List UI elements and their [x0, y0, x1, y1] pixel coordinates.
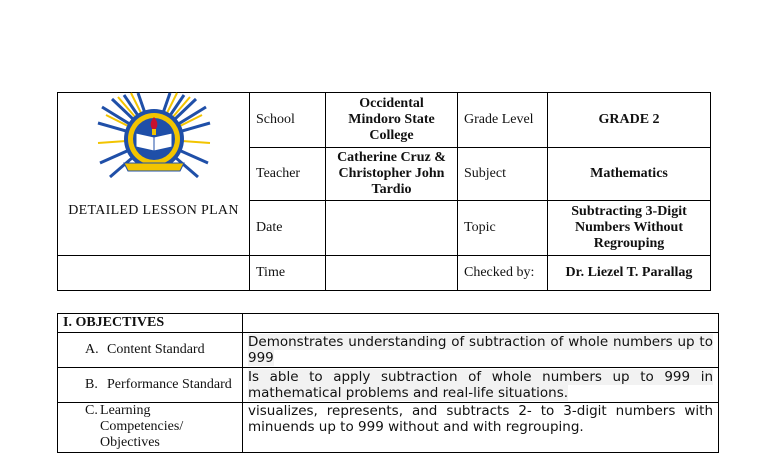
school-label: School: [250, 93, 326, 148]
date-value: [326, 201, 458, 256]
content-standard-text-cell: [243, 333, 719, 368]
content-standard-label-cell: [58, 333, 243, 368]
learning-competencies-letter: C.: [85, 403, 98, 418]
logo-cell: [58, 93, 250, 256]
date-label: Date: [250, 201, 326, 256]
time-label: Time: [250, 256, 326, 291]
objectives-header-blank: [243, 314, 719, 333]
logo-cell-bottom: [58, 256, 250, 291]
college-seal-logo: [94, 93, 214, 185]
lesson-header-table: [57, 92, 711, 291]
performance-standard-letter: B.: [85, 377, 98, 392]
content-standard-letter: A.: [85, 342, 99, 357]
plan-title: DETAILED LESSON PLAN: [68, 203, 239, 218]
topic-label: Topic: [458, 201, 548, 256]
content-standard-text: Demonstrates understanding of subtraction of whole numbers up to 999: [248, 334, 713, 366]
subject-label: Subject: [458, 147, 548, 201]
grade-level-value: GRADE 2: [548, 93, 711, 148]
learning-competencies-label-cell: [58, 403, 243, 453]
checked-by-label: Checked by:: [458, 256, 548, 291]
learning-competencies-label: Learning Competencies/ Objectives: [100, 403, 184, 450]
grade-level-label: Grade Level: [458, 93, 548, 148]
school-value: Occidental Mindoro State College: [326, 93, 458, 148]
performance-standard-text-cell: [243, 368, 719, 403]
objectives-table: [57, 313, 719, 453]
performance-standard-label: Performance Standard: [107, 377, 232, 392]
learning-competencies-text-cell: [243, 403, 719, 453]
content-standard-label: Content Standard: [107, 342, 205, 357]
performance-standard-label-cell: [58, 368, 243, 403]
teacher-value: Catherine Cruz & Christopher John Tardio: [326, 147, 458, 201]
subject-value: Mathematics: [548, 147, 711, 201]
performance-standard-text: Is able to apply subtraction of whole numbers up to 999 in mathematical problems and real-life situations.: [248, 369, 713, 401]
time-value: [326, 256, 458, 291]
objectives-section-title: I. OBJECTIVES: [58, 314, 243, 333]
learning-competencies-text: visualizes, represents, and subtracts 2- to 3-digit numbers with minuends up to 999 without and with regrouping.: [248, 403, 713, 435]
teacher-label: Teacher: [250, 147, 326, 201]
topic-value: Subtracting 3-Digit Numbers Without Regrouping: [548, 201, 711, 256]
checked-by-value: Dr. Liezel T. Parallag: [548, 256, 711, 291]
